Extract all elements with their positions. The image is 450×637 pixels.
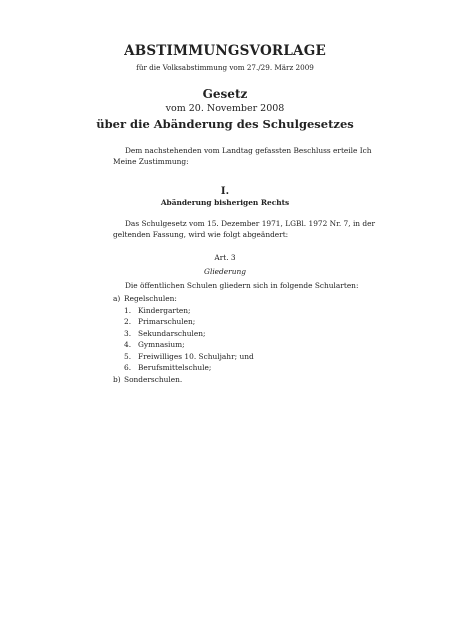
law-label: Gesetz	[202, 87, 248, 101]
list-text: Primarschulen;	[138, 317, 196, 326]
list-marker: b)	[113, 374, 121, 384]
list-marker: 3.	[124, 328, 132, 338]
list-marker: a)	[113, 294, 121, 303]
article-number: Art. 3	[214, 253, 236, 262]
amendment-line-2: geltenden Fassung, wird wie folgt abgeändert:	[113, 229, 289, 239]
list-marker: 6.	[124, 363, 132, 372]
law-title: über die Abänderung des Schulgesetzes	[96, 117, 354, 131]
amendment-line-1: Das Schulgesetz vom 15. Dezember 1971, LGBl. 1972 Nr. 7, in der	[125, 219, 376, 228]
list-marker: 4.	[124, 340, 132, 349]
list-text: Freiwilliges 10. Schuljahr; und	[138, 351, 254, 361]
list-text: Gymnasium;	[138, 340, 185, 349]
law-date: vom 20. November 2008	[165, 103, 285, 114]
intro-line-2: Meine Zustimmung:	[113, 156, 189, 166]
list-marker: 1.	[124, 305, 132, 315]
list-text: Sekundarschulen;	[138, 328, 206, 338]
list-marker: 5.	[124, 351, 132, 361]
list-text: Berufsmittelschule;	[138, 363, 212, 372]
section-number: I.	[220, 186, 230, 197]
document-title: ABSTIMMUNGSVORLAGE	[124, 43, 326, 59]
document-subtitle: für die Volksabstimmung vom 27./29. März 2009	[136, 63, 314, 72]
list-text: Regelschulen:	[124, 294, 177, 303]
article-lead-text: Die öffentlichen Schulen gliedern sich in folgende Schularten:	[125, 281, 359, 290]
section-title: Abänderung bisherigen Rechts	[160, 198, 290, 207]
list-marker: 2.	[124, 317, 132, 326]
list-text: Kindergarten;	[138, 305, 191, 315]
amendment-paragraph	[113, 219, 376, 240]
article-heading: Gliederung	[204, 267, 246, 276]
list-text: Sonderschulen.	[124, 374, 183, 384]
intro-line-1: Dem nachstehenden vom Landtag gefassten Beschluss erteile Ich	[125, 146, 372, 155]
intro-paragraph	[113, 146, 372, 167]
